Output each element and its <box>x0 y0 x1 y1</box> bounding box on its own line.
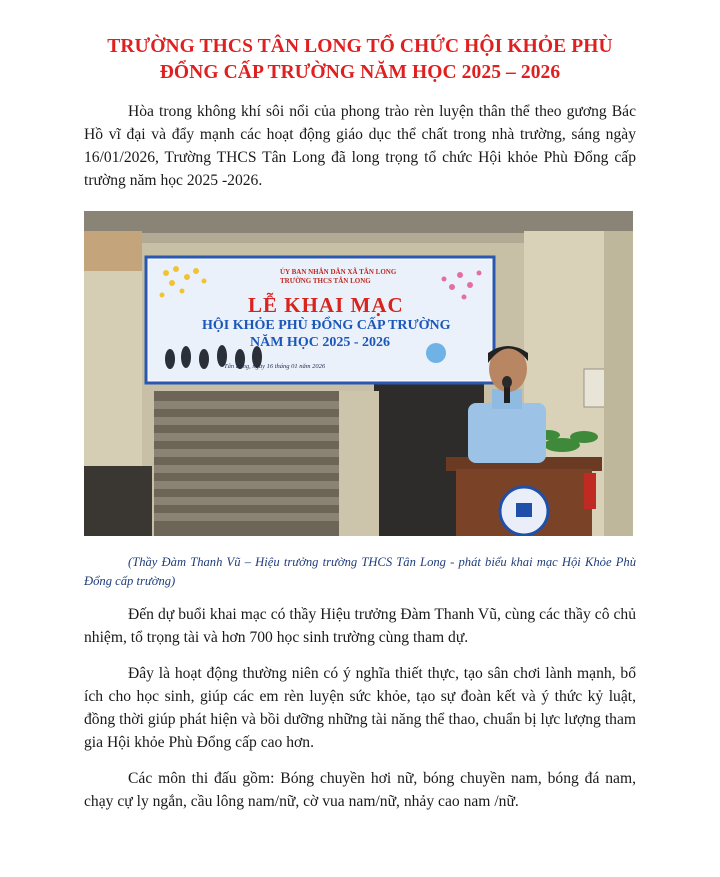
photo-illustration <box>84 211 633 536</box>
paragraph-events: Các môn thi đấu gồm: Bóng chuyền hơi nữ, bóng chuyền nam, bóng đá nam, chạy cự ly ngắn, cầu lông nam/nữ, cờ vua nam/nữ, nhảy cao nam /nữ. <box>84 770 636 810</box>
event-photo <box>84 211 633 536</box>
paragraph-purpose: Đây là hoạt động thường niên có ý nghĩa thiết thực, tạo sân chơi lành mạnh, bổ ích cho học sinh, giúp các em rèn luyện sức khỏe, tạo sự đoàn kết và ý thức kỷ luật, đồng thời giúp phát hiện và bồi dưỡng những tài năng thể thao, chuẩn bị lực lượng tham gia Hội khỏe Phù Đổng cấp cao hơn. <box>84 665 636 751</box>
paragraph-attendees: Đến dự buổi khai mạc có thầy Hiệu trưởng Đàm Thanh Vũ, cùng các thầy cô chủ nhiệm, tổ trọng tài và hơn 700 học sinh trường cùng tham dự. <box>84 606 636 646</box>
intro-paragraph: Hòa trong không khí sôi nổi của phong trào rèn luyện thân thể theo gương Bác Hồ vĩ đại và đẩy mạnh các hoạt động giáo dục thể chất trong nhà trường, sáng ngày 16/01/2026, Trường THCS Tân Long đã long trọng tổ chức Hội khỏe Phù Đổng cấp trường năm học 2025 -2026. <box>84 103 636 189</box>
banner-year: NĂM HỌC 2025 - 2026 <box>250 335 390 350</box>
banner-line-1: ỦY BAN NHÂN DÂN XÃ TÂN LONG <box>280 268 397 276</box>
title-line-2: ĐỔNG CẤP TRƯỜNG NĂM HỌC 2025 – 2026 <box>159 62 561 83</box>
banner-date: Tân Long, ngày 16 tháng 01 năm 2026 <box>224 363 326 370</box>
document-page <box>84 0 636 813</box>
banner-event: HỘI KHỎE PHÙ ĐỔNG CẤP TRƯỜNG <box>202 318 451 333</box>
photo-caption: (Thầy Đàm Thanh Vũ – Hiệu trưởng trường THCS Tân Long - phát biểu khai mạc Hội Khỏe Phù Đổng cấp trường) <box>84 555 636 588</box>
banner-heading: LỄ KHAI MẠC <box>248 293 404 317</box>
article-title <box>84 34 636 86</box>
banner-line-2: TRƯỜNG THCS TÂN LONG <box>280 277 371 285</box>
title-line-1: TRƯỜNG THCS TÂN LONG TỔ CHỨC HỘI KHỎE PHÙ <box>107 36 613 57</box>
